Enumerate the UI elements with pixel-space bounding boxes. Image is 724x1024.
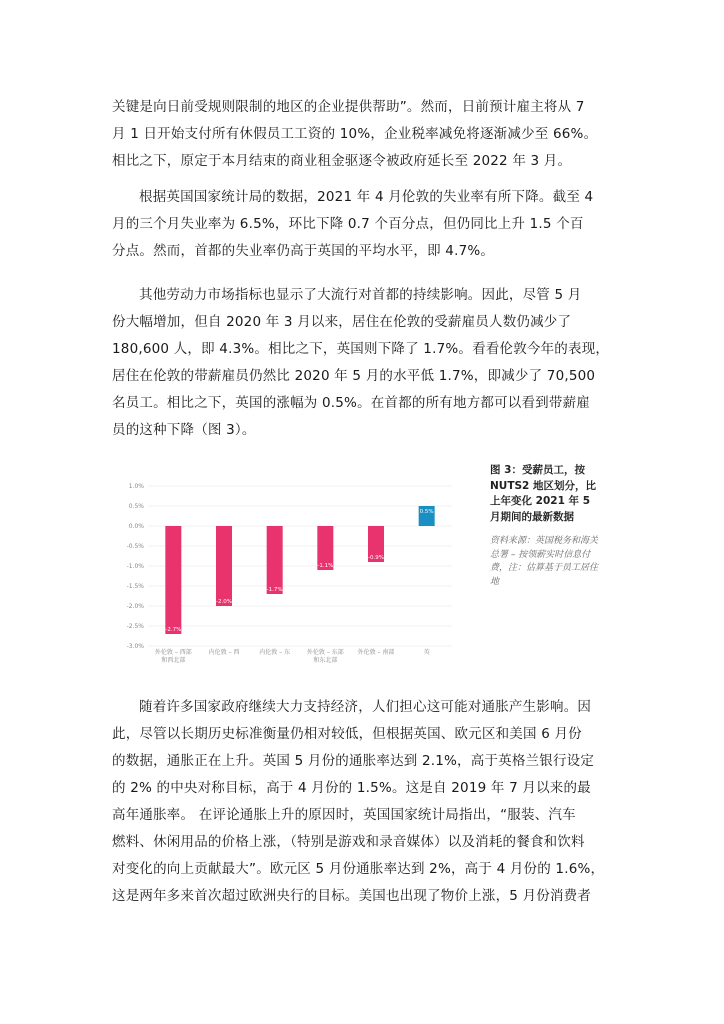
y-tick-label: -3.0% — [126, 643, 144, 650]
x-category-label: 内伦敦 – 西 — [208, 649, 240, 656]
y-tick-label: -2.5% — [126, 623, 144, 630]
text-line: 月的三个月失业率为 6.5%，环比下降 0.7 个百分点，但仍同比上升 1.5 个百 — [112, 216, 584, 232]
data-label: -2.7% — [165, 627, 182, 633]
y-tick-label: 0.5% — [128, 503, 144, 510]
text-line: 这是两年多来首次超过欧洲央行的目标。美国也出现了物价上涨，5 月份消费者 — [112, 888, 592, 904]
text-line: 分点。然而，首都的失业率仍高于英国的平均水平，即 4.7%。 — [112, 243, 495, 259]
text-line: 相比之下，原定于本月结束的商业租金驱逐令被政府延长至 2022 年 3 月。 — [112, 153, 572, 169]
text-line: 份大幅增加，但自 2020 年 3 月以来，居住在伦敦的受薪雇员人数仍减少了 — [112, 314, 572, 330]
text-line: 名员工。相比之下，英国的涨幅为 0.5%。在首都的所有地方都可以看到带薪雇 — [112, 395, 590, 411]
text-line: 随着许多国家政府继续大力支持经济，人们担心这可能对通胀产生影响。因 — [139, 699, 592, 715]
bar — [165, 526, 181, 634]
x-category-label-line2: 和西北部 — [161, 657, 186, 664]
text-line: 燃料、休闲用品的价格上涨，（特别是游戏和录音媒体）以及消耗的餐食和饮料 — [112, 834, 585, 850]
bar-chart — [112, 462, 472, 670]
y-tick-label: -2.0% — [126, 603, 144, 610]
text-line: 居住在伦敦的带薪雇员仍然比 2020 年 5 月的水平低 1.7%，即减少了 70,500 — [112, 368, 596, 384]
x-category-label-line2: 和东北部 — [313, 657, 338, 664]
text-line: 的 2% 的中央对称目标，高于 4 月份的 1.5%。这是自 2019 年 7 月以来的最 — [112, 780, 591, 796]
x-category-label: 外伦敦 – 东部 — [306, 649, 344, 656]
paragraph-1 — [112, 94, 612, 175]
data-label: -2.0% — [216, 599, 232, 605]
paragraph-3 — [112, 282, 612, 444]
data-label: -1.7% — [266, 587, 283, 593]
text-line: 关键是向日前受规则限制的地区的企业提供帮助”。然而，日前预计雇主将从 7 — [112, 99, 585, 115]
x-category-label: 英 — [423, 649, 430, 656]
y-tick-label: -1.0% — [126, 563, 144, 570]
bar — [216, 526, 232, 606]
x-category-label: 外伦敦 – 南部 — [357, 649, 395, 656]
data-label: 0.5% — [419, 509, 434, 515]
text-line: 180,600 人，即 4.3%。相比之下，英国则下降了 1.7%。看看伦敦今年的表现， — [112, 341, 610, 357]
paragraph-2 — [112, 184, 612, 265]
text-line: 员的这种下降（图 3）。 — [112, 422, 256, 438]
data-label: -1.1% — [317, 563, 334, 569]
text-line: 的数据，通胀正在上升。英国 5 月份的通胀率达到 2.1%，高于英格兰银行设定 — [112, 753, 595, 769]
text-line: 此，尽管以长期历史标准衡量仍相对较低，但根据英国、欧元区和美国 6 月份 — [112, 726, 582, 742]
text-line: 其他劳动力市场指标也显示了大流行对首都的持续影响。因此，尽管 5 月 — [139, 287, 582, 303]
text-line: 月 1 日开始支付所有休假员工工资的 10%，企业税率减免将逐渐减少至 66%。 — [112, 126, 598, 142]
y-tick-label: -1.5% — [126, 583, 144, 590]
x-category-label: 外伦敦 – 西部 — [154, 649, 192, 656]
x-category-label: 内伦敦 – 东 — [259, 649, 291, 656]
text-line: 根据英国国家统计局的数据，2021 年 4 月伦敦的失业率有所下降。截至 4 — [139, 189, 594, 205]
y-tick-label: 1.0% — [128, 483, 144, 490]
y-tick-label: -0.5% — [126, 543, 144, 550]
text-line: 对变化的向上贡献最大”。欧元区 5 月份通胀率达到 2%，高于 4 月份的 1.6%， — [112, 861, 605, 877]
paragraph-4 — [112, 694, 612, 910]
figure-caption: 图 3：受薪员工，按 NUTS2 地区划分，比上年变化 2021 年 5 月期间的最新数据 — [490, 464, 596, 523]
y-tick-label: 0.0% — [128, 523, 144, 530]
bar — [267, 526, 283, 594]
figure-source-note: 资料来源：英国税务和海关总署 – 按领薪实时信息付费，注：估算基于员工居住地 — [490, 536, 599, 587]
data-label: -0.9% — [368, 555, 384, 561]
text-line: 高年通胀率。 在评论通胀上升的原因时，英国国家统计局指出，“服装、汽车 — [112, 807, 576, 823]
